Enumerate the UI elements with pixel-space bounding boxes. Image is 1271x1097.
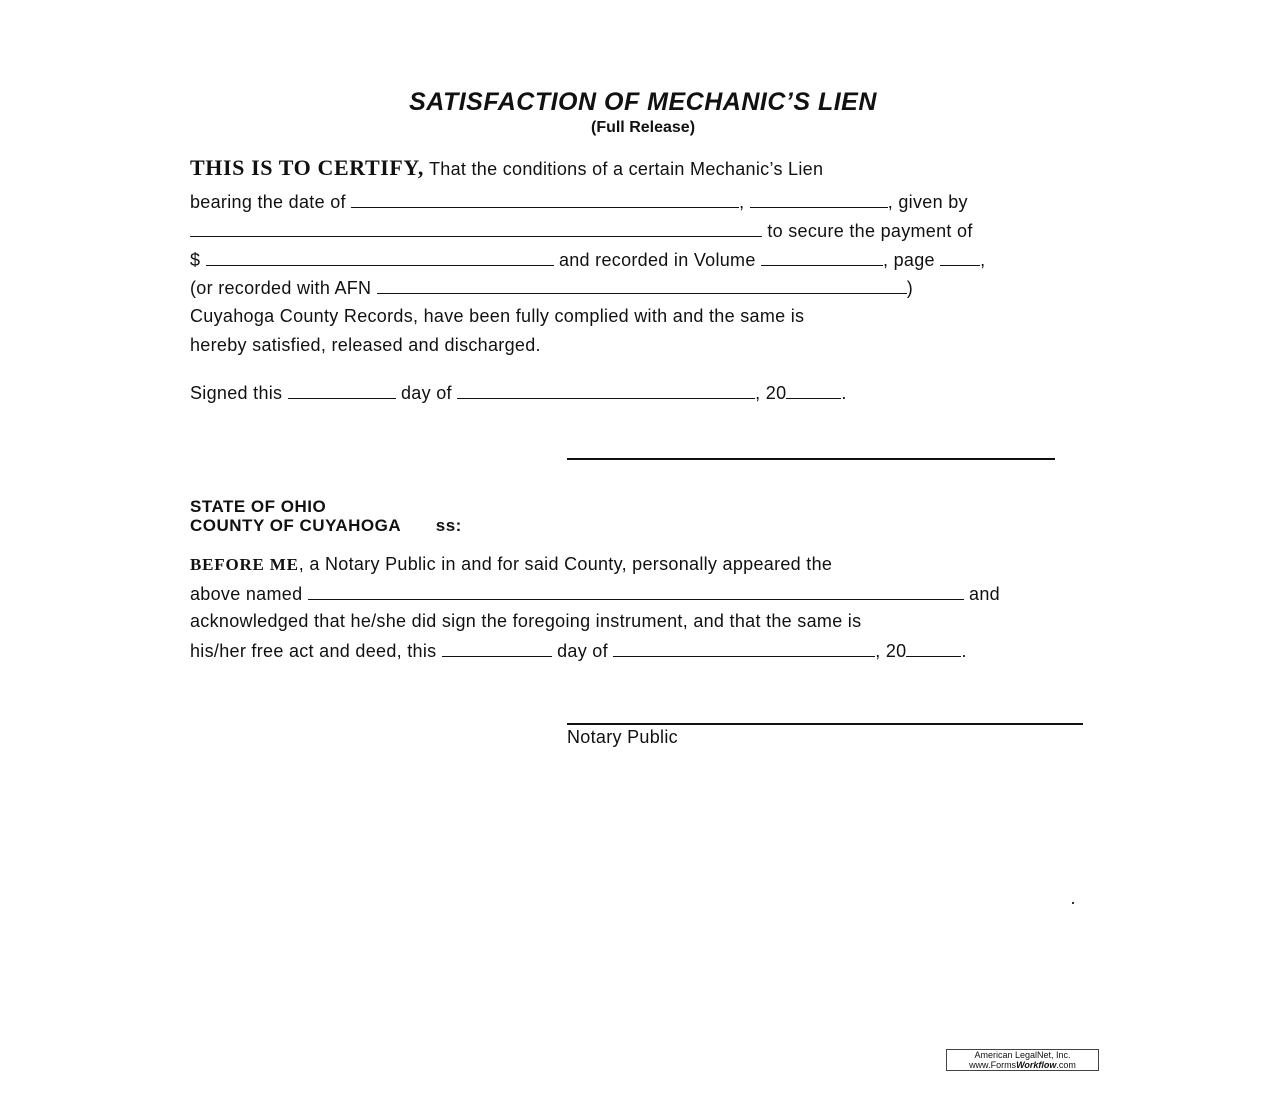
lienholder-signature-line[interactable] xyxy=(567,458,1055,460)
notary-signature-label: Notary Public xyxy=(567,727,678,747)
signed-year-field[interactable] xyxy=(786,381,841,399)
footer-url-suffix: .com xyxy=(1056,1060,1076,1070)
free-act-label: his/her free act and deed, this xyxy=(190,641,437,661)
given-by-field[interactable] xyxy=(190,219,762,237)
period: . xyxy=(961,641,967,661)
notary-lead: BEFORE ME xyxy=(190,555,299,574)
notary-day-field[interactable] xyxy=(442,639,552,657)
document-title: SATISFACTION OF MECHANIC’S LIEN xyxy=(409,88,877,116)
footer-company: American LegalNet, Inc. xyxy=(974,1050,1071,1060)
footer-url-prefix: www.Forms xyxy=(969,1060,1017,1070)
page-label: , page xyxy=(882,250,935,270)
certify-line-6: Cuyahoga County Records, have been fully complied with and the same is xyxy=(190,306,805,326)
signed-line xyxy=(190,381,847,404)
lien-year-field[interactable] xyxy=(750,190,888,208)
certify-line-1 xyxy=(190,157,823,180)
footer-stamp xyxy=(946,1049,1099,1071)
volume-field[interactable] xyxy=(761,248,883,266)
document-subtitle: (Full Release) xyxy=(590,119,696,136)
certify-text: That the conditions of a certain Mechanic’s Lien xyxy=(428,159,824,179)
lien-date-field[interactable] xyxy=(351,190,739,208)
certify-line-5 xyxy=(190,276,913,299)
dollar-sign: $ xyxy=(190,250,201,270)
appeared-name-field[interactable] xyxy=(308,582,964,600)
venue-state: STATE OF OHIO xyxy=(190,497,327,516)
afn-field[interactable] xyxy=(377,276,907,294)
venue-ss: ss: xyxy=(435,516,462,535)
notary-year-field[interactable] xyxy=(906,639,961,657)
day-of-label: day of xyxy=(401,383,452,403)
close-paren: ) xyxy=(906,278,913,298)
amount-field[interactable] xyxy=(206,248,554,266)
notary-month-field[interactable] xyxy=(613,639,875,657)
comma: , xyxy=(980,250,986,270)
period: . xyxy=(841,383,847,403)
notary-line-2 xyxy=(190,582,1000,605)
certify-line-4 xyxy=(190,248,985,271)
notary-text: , a Notary Public in and for said County, personally appeared the xyxy=(298,554,833,574)
footer-url-brand: Workflow xyxy=(1016,1060,1057,1070)
signed-day-field[interactable] xyxy=(288,381,396,399)
certify-lead: THIS IS TO CERTIFY, xyxy=(190,155,424,180)
venue-county: COUNTY OF CUYAHOGA xyxy=(190,516,401,535)
notary-line-1 xyxy=(190,553,832,576)
given-by-label: , given by xyxy=(887,192,968,212)
notary-line-3: acknowledged that he/she did sign the foregoing instrument, and that the same is xyxy=(190,611,862,631)
notary-signature-line[interactable] xyxy=(567,723,1083,725)
page-field[interactable] xyxy=(940,248,980,266)
footer-url[interactable] xyxy=(947,1060,1098,1070)
comma: , xyxy=(739,192,745,212)
certify-line-3 xyxy=(190,219,973,242)
signed-month-field[interactable] xyxy=(457,381,755,399)
secure-payment-label: to secure the payment of xyxy=(767,221,973,241)
and-label: and xyxy=(969,584,1000,604)
above-named-label: above named xyxy=(190,584,303,604)
day-of-label: day of xyxy=(557,641,608,661)
year-prefix: , 20 xyxy=(755,383,787,403)
venue-county-line xyxy=(190,516,462,536)
afn-label: (or recorded with AFN xyxy=(190,278,372,298)
notary-line-4 xyxy=(190,639,967,662)
year-prefix: , 20 xyxy=(875,641,907,661)
lien-date-label: bearing the date of xyxy=(190,192,346,212)
volume-label: and recorded in Volume xyxy=(558,250,756,270)
signed-label: Signed this xyxy=(190,383,283,403)
speck xyxy=(1072,902,1074,904)
certify-line-7: hereby satisfied, released and discharged. xyxy=(190,335,541,355)
certify-line-2 xyxy=(190,190,968,213)
